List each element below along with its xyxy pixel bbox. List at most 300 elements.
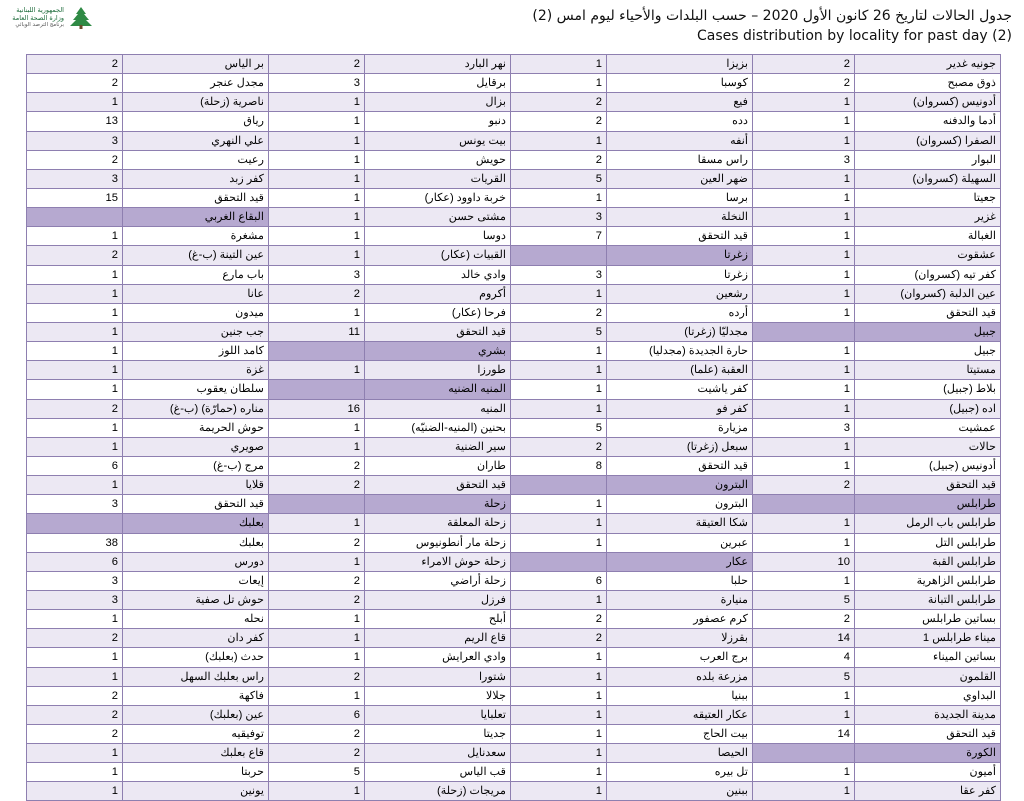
case-count: 5: [511, 322, 607, 341]
locality-name: زحلة حوش الامراء: [365, 552, 511, 571]
case-count: 1: [753, 303, 855, 322]
locality-name: أميون: [855, 763, 1001, 782]
case-count: 1: [269, 303, 365, 322]
case-count: 2: [269, 724, 365, 743]
table-row: [27, 667, 1001, 686]
table-row: [27, 284, 1001, 303]
locality-name: فيع: [607, 93, 753, 112]
case-count: 1: [269, 246, 365, 265]
case-count: 5: [511, 418, 607, 437]
cases-table: [26, 54, 1001, 801]
case-count: 1: [269, 169, 365, 188]
locality-name: طاران: [365, 456, 511, 475]
case-count: 1: [27, 93, 123, 112]
case-count: 2: [27, 705, 123, 724]
table-row: [27, 782, 1001, 801]
case-count: [27, 208, 123, 227]
case-count: [753, 322, 855, 341]
case-count: [511, 476, 607, 495]
case-count: 6: [511, 571, 607, 590]
case-count: 1: [511, 648, 607, 667]
page-title-english: Cases distribution by locality for past day (2): [696, 28, 1012, 44]
case-count: 1: [753, 437, 855, 456]
locality-name: قاع الريم: [365, 629, 511, 648]
case-count: 1: [27, 322, 123, 341]
locality-name: خربة داوود (عكار): [365, 188, 511, 207]
table-row: [27, 533, 1001, 552]
locality-name: برج العرب: [607, 648, 753, 667]
table-row: [27, 571, 1001, 590]
locality-name: حارة الجديدة (مجدليا): [607, 342, 753, 361]
locality-name: حالات: [855, 437, 1001, 456]
locality-name: مريجات (زحلة): [365, 782, 511, 801]
locality-name: جعيتا: [855, 188, 1001, 207]
locality-name: اده (جبيل): [855, 399, 1001, 418]
case-count: 13: [27, 112, 123, 131]
locality-name: عين التينة (ب-غ): [123, 246, 269, 265]
locality-name: القريات: [365, 169, 511, 188]
locality-name: إيعات: [123, 571, 269, 590]
district-header: البترون: [607, 476, 753, 495]
case-count: 2: [27, 74, 123, 93]
locality-name: الحيصا: [607, 744, 753, 763]
table-row: [27, 342, 1001, 361]
locality-name: شتورا: [365, 667, 511, 686]
case-count: 5: [753, 590, 855, 609]
locality-name: العقبة (علما): [607, 361, 753, 380]
locality-name: بزال: [365, 93, 511, 112]
locality-name: البوار: [855, 150, 1001, 169]
locality-name: قاع بعلبك: [123, 744, 269, 763]
page-title-arabic: جدول الحالات لتاريخ 26 كانون الأول 2020 – حسب البلدات والأحياء ليوم امس (2): [532, 8, 1012, 24]
case-count: 1: [27, 610, 123, 629]
locality-name: غزة: [123, 361, 269, 380]
case-count: [511, 246, 607, 265]
case-count: 1: [753, 456, 855, 475]
case-count: 1: [511, 131, 607, 150]
table-row: [27, 303, 1001, 322]
case-count: 2: [269, 533, 365, 552]
locality-name: بزيزا: [607, 55, 753, 74]
case-count: 1: [753, 533, 855, 552]
case-count: 1: [753, 571, 855, 590]
locality-name: ناصرية (زحلة): [123, 93, 269, 112]
case-count: 1: [269, 361, 365, 380]
case-count: 2: [27, 246, 123, 265]
case-count: [753, 744, 855, 763]
case-count: 1: [511, 763, 607, 782]
case-count: 1: [753, 380, 855, 399]
case-count: 1: [269, 782, 365, 801]
case-count: 1: [511, 55, 607, 74]
case-count: 1: [511, 361, 607, 380]
locality-name: النخلة: [607, 208, 753, 227]
locality-name: زغرتا: [607, 265, 753, 284]
locality-name: بلاط (جبيل): [855, 380, 1001, 399]
case-count: 1: [27, 342, 123, 361]
case-count: 1: [511, 744, 607, 763]
case-count: 2: [269, 476, 365, 495]
locality-name: عانا: [123, 284, 269, 303]
case-count: 1: [511, 705, 607, 724]
locality-name: طرابلس التبانة: [855, 590, 1001, 609]
case-count: 38: [27, 533, 123, 552]
district-header: الكورة: [855, 744, 1001, 763]
locality-name: قيد التحقق: [607, 456, 753, 475]
locality-name: رعيت: [123, 150, 269, 169]
table-row: [27, 169, 1001, 188]
case-count: 1: [269, 629, 365, 648]
case-count: 1: [27, 418, 123, 437]
locality-name: منيارة: [607, 590, 753, 609]
case-count: 2: [511, 610, 607, 629]
case-count: 1: [753, 284, 855, 303]
case-count: 6: [27, 456, 123, 475]
case-count: 3: [269, 265, 365, 284]
locality-name: نحله: [123, 610, 269, 629]
table-row: [27, 476, 1001, 495]
case-count: 1: [27, 744, 123, 763]
case-count: 1: [753, 93, 855, 112]
case-count: 7: [511, 227, 607, 246]
locality-name: عبرين: [607, 533, 753, 552]
table-row: [27, 724, 1001, 743]
case-count: 2: [269, 284, 365, 303]
table-row: [27, 648, 1001, 667]
case-count: 2: [753, 476, 855, 495]
case-count: 1: [511, 782, 607, 801]
case-count: 3: [511, 208, 607, 227]
district-header: البقاع الغربي: [123, 208, 269, 227]
locality-name: مجدليّا (زغرتا): [607, 322, 753, 341]
table-row: [27, 150, 1001, 169]
case-count: 1: [511, 284, 607, 303]
locality-name: دورس: [123, 552, 269, 571]
case-count: 2: [511, 112, 607, 131]
case-count: 2: [27, 724, 123, 743]
locality-name: زحلة المعلقة: [365, 514, 511, 533]
locality-name: كامد اللوز: [123, 342, 269, 361]
case-count: 1: [269, 208, 365, 227]
locality-name: بيت يونس: [365, 131, 511, 150]
case-count: 1: [511, 686, 607, 705]
locality-name: الصفرا (كسروان): [855, 131, 1001, 150]
case-count: 1: [753, 246, 855, 265]
case-count: 1: [269, 188, 365, 207]
case-count: 3: [753, 150, 855, 169]
case-count: 1: [269, 150, 365, 169]
case-count: 1: [753, 361, 855, 380]
case-count: 2: [269, 571, 365, 590]
case-count: 2: [269, 55, 365, 74]
locality-name: سبعل (زغرتا): [607, 437, 753, 456]
case-count: 3: [27, 131, 123, 150]
locality-name: رياق: [123, 112, 269, 131]
case-count: 3: [511, 265, 607, 284]
locality-name: جونيه غدير: [855, 55, 1001, 74]
locality-name: القلمون: [855, 667, 1001, 686]
case-count: 5: [511, 169, 607, 188]
locality-name: القبيات (عكار): [365, 246, 511, 265]
locality-name: قيد التحقق: [365, 322, 511, 341]
case-count: 1: [27, 667, 123, 686]
locality-name: ضهر العين: [607, 169, 753, 188]
case-count: 1: [511, 399, 607, 418]
locality-name: غزير: [855, 208, 1001, 227]
locality-name: أدونيس (جبيل): [855, 456, 1001, 475]
case-count: 1: [269, 686, 365, 705]
case-count: 2: [511, 303, 607, 322]
locality-name: جلالا: [365, 686, 511, 705]
case-count: 2: [753, 74, 855, 93]
case-count: 1: [511, 188, 607, 207]
locality-name: كرم عصفور: [607, 610, 753, 629]
case-count: 1: [269, 131, 365, 150]
locality-name: أنفه: [607, 131, 753, 150]
case-count: 2: [269, 667, 365, 686]
locality-name: مزرعة بلده: [607, 667, 753, 686]
case-count: 1: [269, 437, 365, 456]
locality-name: مجدل عنجر: [123, 74, 269, 93]
locality-name: طرابلس القبة: [855, 552, 1001, 571]
table-row: [27, 705, 1001, 724]
locality-name: سلطان يعقوب: [123, 380, 269, 399]
case-count: 1: [511, 380, 607, 399]
locality-name: البداوي: [855, 686, 1001, 705]
locality-name: ذوق مصبح: [855, 74, 1001, 93]
locality-name: قب الياس: [365, 763, 511, 782]
case-count: 14: [753, 724, 855, 743]
locality-name: ببنيا: [607, 686, 753, 705]
locality-name: قيد التحقق: [855, 303, 1001, 322]
table-row: [27, 590, 1001, 609]
locality-name: البترون: [607, 495, 753, 514]
locality-name: جب جنين: [123, 322, 269, 341]
case-count: 1: [27, 265, 123, 284]
table-row: [27, 227, 1001, 246]
locality-name: الغبالة: [855, 227, 1001, 246]
case-count: 4: [753, 648, 855, 667]
case-count: 1: [27, 303, 123, 322]
case-count: 1: [27, 476, 123, 495]
locality-name: ببنين: [607, 782, 753, 801]
locality-name: مشتى حسن: [365, 208, 511, 227]
locality-name: زحلة مار أنطونيوس: [365, 533, 511, 552]
locality-name: عشقوت: [855, 246, 1001, 265]
table-row: [27, 610, 1001, 629]
locality-name: ميناء طرابلس 1: [855, 629, 1001, 648]
case-count: 1: [269, 648, 365, 667]
locality-name: كفر ياشيت: [607, 380, 753, 399]
locality-name: كفر تيه (كسروان): [855, 265, 1001, 284]
locality-name: دده: [607, 112, 753, 131]
case-count: 2: [511, 93, 607, 112]
locality-name: حلبا: [607, 571, 753, 590]
table-row: [27, 380, 1001, 399]
locality-name: مدينة الجديدة: [855, 705, 1001, 724]
case-count: 5: [269, 763, 365, 782]
locality-name: حويش: [365, 150, 511, 169]
case-count: 3: [269, 74, 365, 93]
locality-name: طرابلس التل: [855, 533, 1001, 552]
case-count: 2: [27, 55, 123, 74]
locality-name: قيد التحقق: [123, 495, 269, 514]
table-row: [27, 265, 1001, 284]
locality-name: أدونيس (كسروان): [855, 93, 1001, 112]
locality-name: برقايل: [365, 74, 511, 93]
case-count: [27, 514, 123, 533]
case-count: 1: [511, 590, 607, 609]
locality-name: عين الدلبة (كسروان): [855, 284, 1001, 303]
locality-name: دنبو: [365, 112, 511, 131]
table-row: [27, 93, 1001, 112]
locality-name: بساتين الميناء: [855, 648, 1001, 667]
case-count: [269, 380, 365, 399]
table-row: [27, 112, 1001, 131]
district-header: طرابلس: [855, 495, 1001, 514]
table-row: [27, 629, 1001, 648]
table-row: [27, 418, 1001, 437]
locality-name: فرحا (عكار): [365, 303, 511, 322]
case-count: 3: [27, 571, 123, 590]
case-count: 1: [269, 418, 365, 437]
locality-name: طرابلس باب الرمل: [855, 514, 1001, 533]
case-count: 1: [511, 533, 607, 552]
case-count: 1: [753, 399, 855, 418]
table-row: [27, 456, 1001, 475]
locality-name: بعلبك: [123, 533, 269, 552]
case-count: 1: [27, 361, 123, 380]
table-row: [27, 552, 1001, 571]
case-count: [269, 495, 365, 514]
locality-name: كفر فو: [607, 399, 753, 418]
case-count: 1: [753, 514, 855, 533]
table-row: [27, 55, 1001, 74]
locality-name: صويري: [123, 437, 269, 456]
case-count: 1: [269, 227, 365, 246]
case-count: 1: [27, 782, 123, 801]
locality-name: رشعين: [607, 284, 753, 303]
case-count: 3: [27, 495, 123, 514]
table-row: [27, 188, 1001, 207]
locality-name: قلايا: [123, 476, 269, 495]
case-count: 1: [753, 112, 855, 131]
table-row: [27, 361, 1001, 380]
locality-name: السهيلة (كسروان): [855, 169, 1001, 188]
case-count: 1: [269, 93, 365, 112]
locality-name: سير الضنية: [365, 437, 511, 456]
locality-name: مزيارة: [607, 418, 753, 437]
case-count: 1: [269, 552, 365, 571]
case-count: 1: [753, 705, 855, 724]
case-count: 1: [269, 112, 365, 131]
locality-name: تل بيره: [607, 763, 753, 782]
table-row: [27, 514, 1001, 533]
case-count: 8: [511, 456, 607, 475]
case-count: 1: [511, 495, 607, 514]
locality-name: فاكهة: [123, 686, 269, 705]
case-count: 1: [269, 610, 365, 629]
locality-name: برسا: [607, 188, 753, 207]
logo-line-1: الجمهورية اللبنانية: [16, 6, 64, 14]
locality-name: بيت الحاج: [607, 724, 753, 743]
locality-name: قيد التحقق: [607, 227, 753, 246]
locality-name: مشغرة: [123, 227, 269, 246]
case-count: 5: [753, 667, 855, 686]
case-count: 1: [753, 342, 855, 361]
table-row: [27, 208, 1001, 227]
case-count: 2: [511, 629, 607, 648]
case-count: 2: [27, 399, 123, 418]
table-row: [27, 686, 1001, 705]
case-count: 2: [269, 456, 365, 475]
locality-name: طرابلس الزاهرية: [855, 571, 1001, 590]
district-header: بعلبك: [123, 514, 269, 533]
table-row: [27, 763, 1001, 782]
case-count: 2: [269, 744, 365, 763]
case-count: 2: [27, 686, 123, 705]
locality-name: حربتا: [123, 763, 269, 782]
table-row: [27, 495, 1001, 514]
case-count: 6: [269, 705, 365, 724]
case-count: 1: [753, 188, 855, 207]
case-count: 1: [511, 514, 607, 533]
case-count: 10: [753, 552, 855, 571]
locality-name: نهر البارد: [365, 55, 511, 74]
district-header: جبيل: [855, 322, 1001, 341]
case-count: 3: [27, 590, 123, 609]
case-count: 1: [753, 763, 855, 782]
locality-name: دوسا: [365, 227, 511, 246]
case-count: 1: [27, 648, 123, 667]
locality-name: باب مارع: [123, 265, 269, 284]
case-count: 2: [753, 610, 855, 629]
case-count: 2: [27, 150, 123, 169]
table-row: [27, 399, 1001, 418]
locality-name: كوسبا: [607, 74, 753, 93]
locality-name: يونين: [123, 782, 269, 801]
locality-name: راس مسقا: [607, 150, 753, 169]
locality-name: توفيقيه: [123, 724, 269, 743]
locality-name: مناره (حمارّة) (ب-غ): [123, 399, 269, 418]
table-row: [27, 74, 1001, 93]
case-count: 3: [753, 418, 855, 437]
locality-name: حوش تل صفية: [123, 590, 269, 609]
locality-name: المنيه: [365, 399, 511, 418]
locality-name: جبيل: [855, 342, 1001, 361]
locality-name: مستيتا: [855, 361, 1001, 380]
case-count: 1: [753, 169, 855, 188]
locality-name: بحنين (المنيه-الضنيّه): [365, 418, 511, 437]
locality-name: قيد التحقق: [123, 188, 269, 207]
locality-name: قيد التحقق: [855, 724, 1001, 743]
case-count: 1: [511, 667, 607, 686]
logo-line-2: وزارة الصحة العامة: [12, 14, 64, 22]
locality-name: حوش الحريمة: [123, 418, 269, 437]
locality-name: كفر زبد: [123, 169, 269, 188]
locality-name: قيد التحقق: [855, 476, 1001, 495]
locality-name: وادي خالد: [365, 265, 511, 284]
locality-name: أبلح: [365, 610, 511, 629]
logo-line-3: برنامج الترصد الوبائي: [15, 22, 64, 28]
locality-name: شكا العتيقة: [607, 514, 753, 533]
locality-name: عكار العتيقه: [607, 705, 753, 724]
case-count: 1: [511, 724, 607, 743]
case-count: 16: [269, 399, 365, 418]
ministry-logo: [6, 4, 96, 34]
locality-name: حدث (بعلبك): [123, 648, 269, 667]
district-header: بشري: [365, 342, 511, 361]
